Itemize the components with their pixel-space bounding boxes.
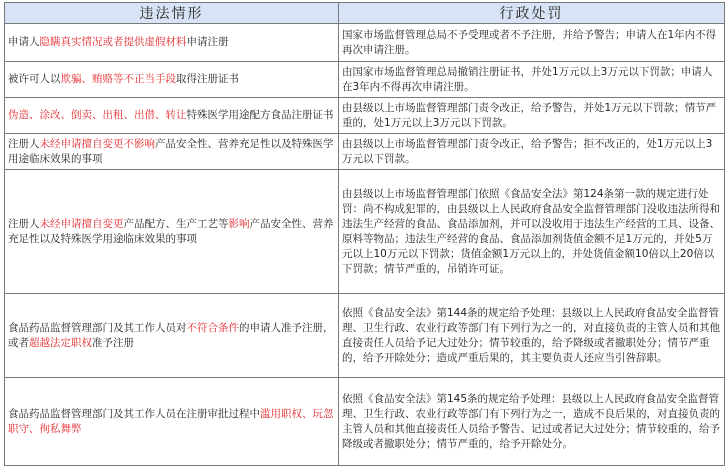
violation-cell	[5, 134, 339, 170]
penalty-cell: 依照《食品安全法》第145条的规定给予处理：县级以上人民政府食品安全监督管理、卫生行政、农业行政等部门有下列行为之一，造成不良后果的，对直接负责的主管人员和其他直接责任人员给予警告、记过或者记大过处分；情节较重的，给予降级或者撤职处分；情节严重的，给予开除处分。	[339, 378, 725, 466]
penalty-table	[4, 2, 725, 466]
violation-text: 申请人	[8, 36, 40, 48]
table-row	[5, 134, 725, 170]
highlighted-text: 影响	[228, 217, 250, 230]
violation-text: 产品配方、生产工艺等	[123, 217, 229, 230]
highlighted-text: 不符合条件	[186, 321, 239, 334]
header-violation: 违法情形	[5, 3, 339, 24]
violation-cell	[5, 62, 339, 98]
violation-cell	[5, 378, 339, 466]
table-row	[5, 98, 725, 134]
violation-cell	[5, 24, 339, 62]
penalty-cell: 由县级以上市场监督管理部门责令改正，给予警告，并处1万元以下罚款；情节严重的，处1万元以上3万元以下罚款。	[339, 98, 725, 134]
highlighted-text: 滥用职权、玩忽职守、徇私舞弊	[8, 407, 334, 435]
highlighted-text: 超越法定职权	[29, 336, 92, 349]
penalty-cell: 国家市场监督管理总局不予受理或者不予注册，并给予警告；申请人在1年内不得再次申请注册。	[339, 24, 725, 62]
highlighted-text: 欺骗、贿赂等不正当手段	[60, 73, 176, 85]
table-row	[5, 294, 725, 378]
table-row	[5, 24, 725, 62]
violation-text: 取得注册证书	[176, 73, 239, 85]
table-header-row	[5, 3, 725, 24]
violation-text: 食品药品监督管理部门及其工作人员在注册审批过程中	[8, 407, 260, 420]
violation-cell	[5, 170, 339, 294]
violation-text: 特殊医学用途配方食品注册证书	[186, 109, 334, 121]
violation-text: 产品安全性、营养充足性以及特殊医学用途临床效果的事项	[8, 217, 334, 245]
highlighted-text: 隐瞒真实情况或者提供虚假材料	[39, 36, 187, 48]
violation-text: 产品安全性、营养充足性以及特殊医学用途临床效果的事项	[8, 137, 334, 165]
penalty-cell: 依照《食品安全法》第144条的规定给予处理：县级以上人民政府食品安全监督管理、卫生行政、农业行政等部门有下列行为之一的，对直接负责的主管人员和其他直接责任人员给予记大过处分；情节较重的，给予降级或者撤职处分；情节严重的，给予开除处分；造成严重后果的，其主要负责人还应当引咎辞职。	[339, 294, 725, 378]
table-row	[5, 62, 725, 98]
highlighted-text: 未经申请擅自变更	[39, 217, 124, 230]
violation-cell	[5, 98, 339, 134]
violation-text: 注册人	[8, 217, 40, 230]
table-row	[5, 378, 725, 466]
header-penalty: 行政处罚	[339, 3, 725, 24]
penalty-cell: 由县级以上市场监督管理部门依照《食品安全法》第124条第一款的规定进行处罚：尚不构成犯罪的，由县级以上人民政府食品安全监督管理部门没收违法所得和违法生产经营的食品、食品添加剂，并可以没收用于违法生产经营的工具、设备、原料等物品；违法生产经营的食品、食品添加剂货值金额不足1万元的，并处5万元以上10万元以下罚款；货值金额1万元以上的，并处货值金额10倍以上20倍以下罚款；情节严重的，吊销许可证。	[339, 170, 725, 294]
highlighted-text: 伪造、涂改、倒卖、出租、出借、转让	[8, 109, 187, 121]
violation-text: 准予注册	[92, 336, 134, 349]
violation-text: 注册人	[8, 137, 40, 150]
highlighted-text: 未经申请擅自变更不影响	[39, 137, 155, 150]
violation-cell	[5, 294, 339, 378]
penalty-cell: 由国家市场监督管理总局撤销注册证书，并处1万元以上3万元以下罚款；申请人在3年内不得再次申请注册。	[339, 62, 725, 98]
violation-text: 的申请人准予注册，或者	[8, 321, 334, 349]
violation-text: 食品药品监督管理部门及其工作人员对	[8, 321, 187, 334]
penalty-cell: 由县级以上市场监督管理部门责令改正，给予警告；拒不改正的，处1万元以上3万元以下罚款。	[339, 134, 725, 170]
violation-text: 被许可人以	[8, 73, 61, 85]
violation-text: 申请注册	[186, 36, 229, 48]
table-row	[5, 170, 725, 294]
